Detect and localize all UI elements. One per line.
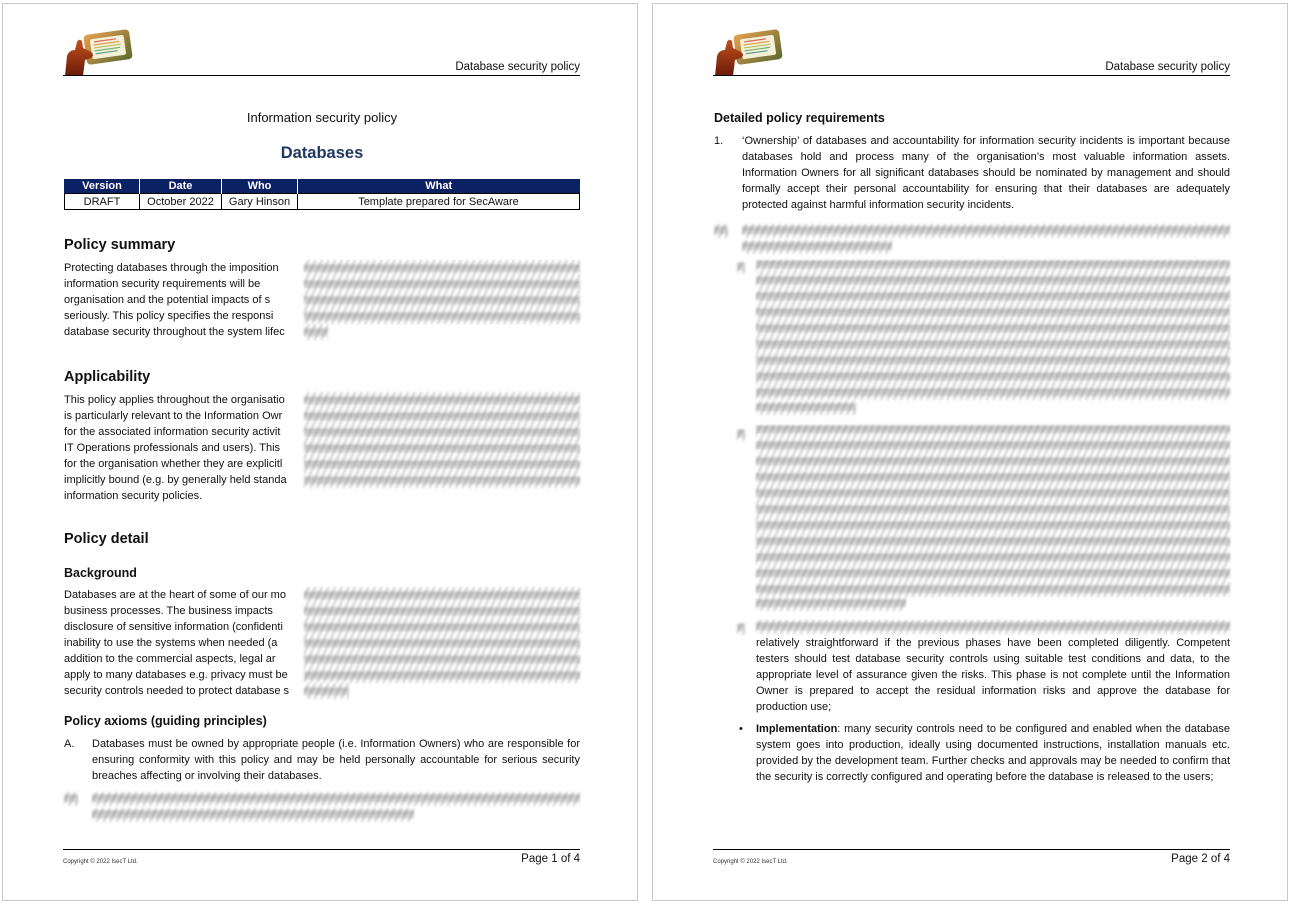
column-header: Who xyxy=(222,179,298,194)
subtitle-text: Information security policy xyxy=(246,110,398,125)
implementation-bullet xyxy=(714,721,1230,785)
paragraph-line: for the organisation whether they are explicitl xyxy=(64,458,283,470)
list-marker: 1. xyxy=(714,135,724,147)
paragraph-line: implicitly bound (e.g. by generally held standa xyxy=(64,474,287,486)
paragraph-line: information security requirements will be xyxy=(64,278,261,290)
paragraph-line: This policy applies throughout the organisatio xyxy=(64,394,285,406)
header-divider xyxy=(713,75,1230,76)
redacted-text xyxy=(756,620,1230,634)
redacted-text xyxy=(92,792,580,806)
version-table xyxy=(64,179,580,210)
paragraph-line: IT Operations professionals and users). This xyxy=(64,442,281,454)
footer-divider xyxy=(713,849,1230,850)
column-header: Version xyxy=(65,179,140,194)
paragraph-line: information security policies. xyxy=(64,490,203,502)
testing-bullet xyxy=(714,635,1230,715)
copyright-text: Copyright © 2022 IsecT Ltd. xyxy=(63,859,138,865)
redacted-text xyxy=(756,425,1230,597)
version-table-wrapper xyxy=(64,179,580,210)
table-header-row xyxy=(65,179,580,194)
page-footer xyxy=(713,849,1230,865)
redacted-bullet xyxy=(737,429,745,441)
who-cell: Gary Hinson xyxy=(222,194,298,210)
copyright-text: Copyright © 2022 IsecT Ltd. xyxy=(713,859,788,865)
redacted-text xyxy=(742,224,1230,238)
subsection-heading: Detailed policy requirements xyxy=(714,111,885,125)
subtitle xyxy=(64,110,580,125)
bullet-text: : many security controls need to be configured and enabled when the database system goes into production, ideally using documented instructions, installation manuals etc. provided by the development team. Further checks and approvals may be needed to confirm that the security is correctly configured and operating before the database is released to the users; xyxy=(756,723,1230,783)
policy-summary-section xyxy=(64,237,580,340)
policy-detail-section xyxy=(64,531,580,547)
redacted-bullet xyxy=(737,262,745,274)
subsection-heading: Background xyxy=(64,566,137,580)
list-marker: A. xyxy=(64,738,75,750)
what-cell: Template prepared for SecAware xyxy=(298,194,580,210)
document-page-2 xyxy=(652,3,1288,901)
redacted-text xyxy=(756,597,906,611)
version-cell: DRAFT xyxy=(65,194,140,210)
bullet-marker: • xyxy=(739,723,743,735)
paragraph-line: disclosure of sensitive information (confidenti xyxy=(64,621,283,633)
axiom-item-redacted xyxy=(64,790,580,824)
redacted-text xyxy=(304,260,580,324)
column-header: What xyxy=(298,179,580,194)
redacted-bullet xyxy=(737,623,745,635)
implementation-item xyxy=(714,721,1230,785)
requirement-item xyxy=(714,133,1230,213)
axiom-item xyxy=(64,736,580,784)
page-footer xyxy=(63,849,580,865)
header-title: Database security policy xyxy=(1105,61,1230,73)
page-number: Page 2 of 4 xyxy=(1171,853,1230,865)
paragraph-line: Protecting databases through the imposition xyxy=(64,262,279,274)
redacted-text xyxy=(304,683,349,699)
hand-holding-tablet-logo-icon xyxy=(63,28,133,78)
paragraph-line: for the associated information security activit xyxy=(64,426,281,438)
document-page-1 xyxy=(2,3,638,901)
paragraph-line: Databases are at the heart of some of our mo xyxy=(64,589,286,601)
paragraph-line: business processes. The business impacts xyxy=(64,605,273,617)
section-heading: Applicability xyxy=(64,369,151,385)
paragraph-line: inability to use the systems when needed (a xyxy=(64,637,278,649)
axiom-text: Databases must be owned by appropriate people (i.e. Information Owners) who are responsible for ensuring conformity with this policy and may be held personally accountable for serious security breaches affecting or involving their databases. xyxy=(92,738,580,782)
paragraph-line: seriously. This policy specifies the responsi xyxy=(64,310,274,322)
subsection-heading: Policy axioms (guiding principles) xyxy=(64,714,267,728)
redacted-text xyxy=(714,224,728,238)
testing-bullet-text: relatively straightforward if the previous phases have been completed diligently. Competent testers should test database security controls using suitable test conditions and data, to the appropriate level of assurance given the risks. This phase is not complete until the Information Owner is prepared to accept the residual information risks and approve the database for production use; xyxy=(756,637,1230,713)
redacted-text xyxy=(92,808,414,822)
background-subsection xyxy=(64,566,580,699)
bullet-label: Implementation xyxy=(756,723,838,735)
page-number: Page 1 of 4 xyxy=(521,853,580,865)
redacted-text xyxy=(742,240,892,254)
redacted-text xyxy=(304,587,580,683)
redacted-text xyxy=(304,392,580,488)
redacted-text xyxy=(756,260,1230,400)
table-row xyxy=(65,194,580,210)
page-header xyxy=(63,28,580,76)
redacted-text xyxy=(304,324,328,340)
detailed-requirements-section xyxy=(714,111,1230,213)
document-title xyxy=(64,144,580,163)
section-heading: Policy detail xyxy=(64,531,149,547)
requirement-text: ‘Ownership’ of databases and accountability for information security incidents is important because databases hold and process many of the organisation’s most valuable information assets. Information Owners for all significant databases should be nominated by management and should formally accept their personal accountability for ensuring that their databases are adequately protected against harmful information security incidents. xyxy=(742,135,1230,211)
redacted-text xyxy=(756,401,856,415)
paragraph-line: addition to the commercial aspects, legal ar xyxy=(64,653,276,665)
paragraph-line: database security throughout the system lifec xyxy=(64,326,285,338)
redacted-text xyxy=(64,792,78,806)
paragraph-line: is particularly relevant to the Information Owr xyxy=(64,410,283,422)
paragraph-line: apply to many databases e.g. privacy must be xyxy=(64,669,288,681)
paragraph-line: security controls needed to protect database s xyxy=(64,685,290,697)
date-cell: October 2022 xyxy=(140,194,222,210)
applicability-section xyxy=(64,369,580,504)
header-divider xyxy=(63,75,580,76)
page-header xyxy=(713,28,1230,76)
section-heading: Policy summary xyxy=(64,237,176,253)
policy-axioms-subsection xyxy=(64,714,580,824)
column-header: Date xyxy=(140,179,222,194)
title-text: Databases xyxy=(280,144,364,162)
paragraph-line: organisation and the potential impacts of s xyxy=(64,294,271,306)
hand-holding-tablet-logo-icon xyxy=(713,28,783,78)
header-title: Database security policy xyxy=(455,61,580,73)
footer-divider xyxy=(63,849,580,850)
